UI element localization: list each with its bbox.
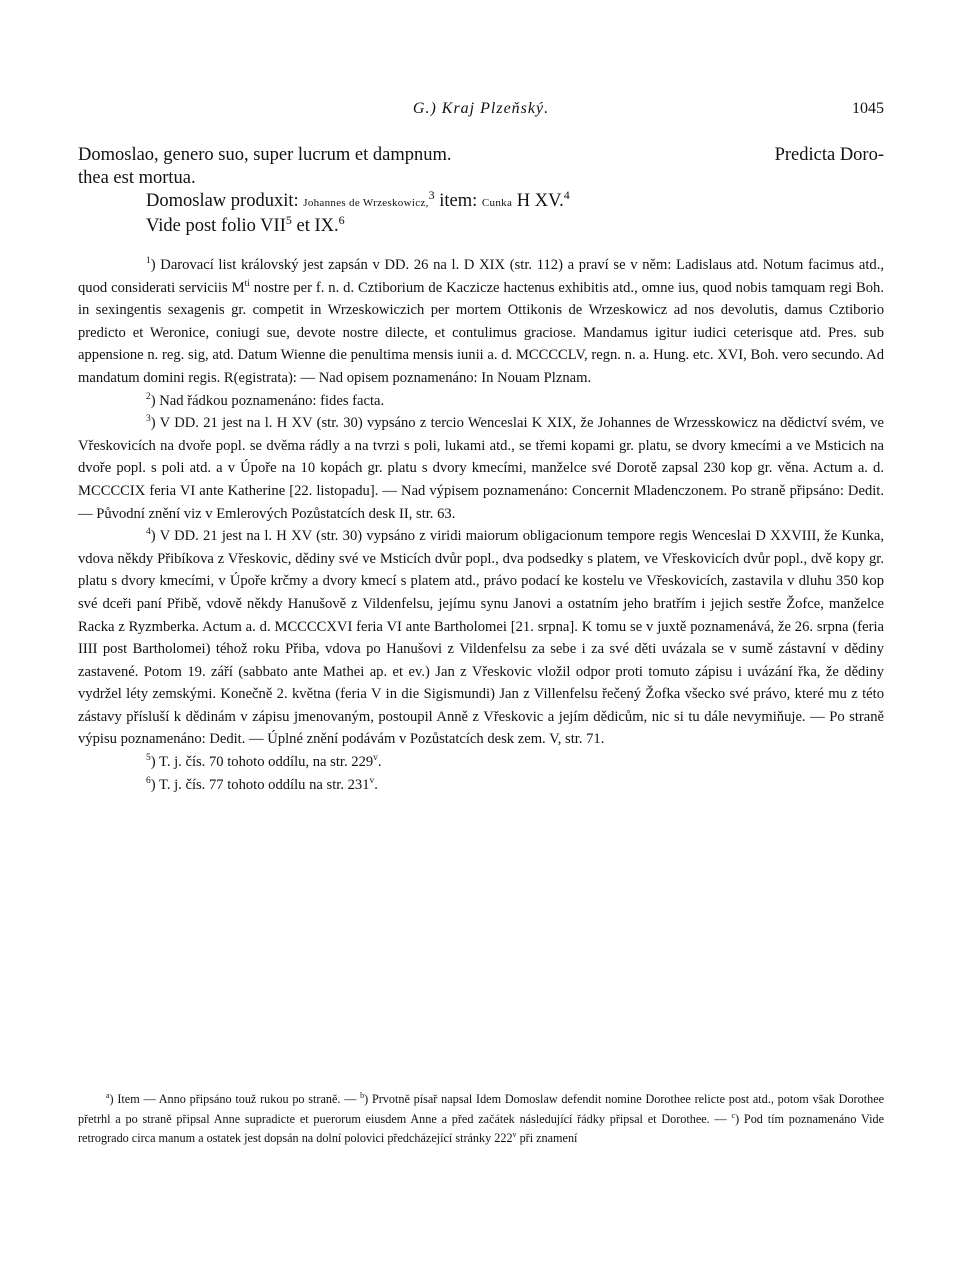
- main-line-1-right: Predicta Doro-: [774, 145, 884, 165]
- footnote-mark: 5: [146, 753, 151, 764]
- main-line-4: [78, 212, 884, 238]
- main-line-1: [78, 144, 884, 167]
- footnote-mark: 4: [146, 527, 151, 538]
- footnote-4: [78, 525, 884, 751]
- main-text: [78, 144, 884, 238]
- footnote-text-cont: nostre per f. n. d. Cztiborium de Kaczicze hactenus exhibitis atd., omne ius, quod nobis tamquam regi Boh. in sexingentis sexagenis gr. competit in Wrzeskowiczich per mortem Ottikonis de Wrzeskowicz ad nos devolutis, damus Cztiborio predicto et Weronice, coniugi sue, devote nostre dilecte, et contulimus graciose. Mandamus igitur iudici ceterisque atd. Pres. sub appensione n. reg. sig, atd. Datum Wienne die penultima mensis iunii a. d. MCCCCLV, regn. n. a. Hung. etc. XVI, Boh. vero secundo. Ad mandatum domini regis. R(egistrata): — Nad opisem poznamenáno: In Nouam Plznam.: [78, 279, 884, 386]
- main-line-2: thea est mortua.: [78, 168, 196, 188]
- footnote-sup: ti: [244, 278, 250, 289]
- name-johannes: Johannes de Wrzeskowicz,: [303, 197, 429, 209]
- footnote-mark: 3: [146, 414, 151, 425]
- running-title: G.) Kraj Plzeňský.: [412, 100, 550, 117]
- footnote-ref-3: 3: [428, 187, 435, 202]
- footnote-text: ) T. j. čís. 70 tohoto oddílu, na str. 229: [150, 754, 374, 771]
- footnote-text-cont: .: [377, 754, 382, 771]
- footnotes: [78, 254, 884, 796]
- note-a-text: ) Item — Anno připsáno touž rukou po straně. —: [109, 1092, 357, 1106]
- note-mark-a: a: [106, 1090, 110, 1100]
- footnote-text: ) Darovací list královský jest zapsán v DD. 26 na l. D XIX (str. 112) a praví se v něm: Ladislaus atd. Notum facimus atd., quod considerati serviciis M: [78, 257, 884, 296]
- main-line-3: [78, 187, 884, 215]
- footnote-text: ) T. j. čís. 77 tohoto oddílu na str. 231: [150, 776, 370, 793]
- footnote-sup: v: [369, 775, 375, 786]
- footnote-mark: 6: [146, 775, 151, 786]
- et-ix-text: et IX.: [296, 216, 339, 236]
- note-c-text-cont: při znamení: [516, 1131, 578, 1145]
- footnote-text: ) V DD. 21 jest na l. H XV (str. 30) vypsáno z viridi maiorum obligacionum tempore regis Wenceslai D XXVIII, že Kunka, vdova někdy Přibíkova z Vřeskovic, dědiny své ve Msticích dvůr popl., dva podsedky s platem, ve Vřeskovicích dvůr popl., dvě kopy gr. platu s dvory kmecími, v Úpoře krčmy a dvory kmecí s platem atd., právo podací ke kostelu ve Vřeskovicích, zastavila v dluhu 350 kop své dceři paní Přibě, vdově někdy Hanušově z Vildenfelsu, jejímu synu Janovi a ostatním jeho bratřím i jejich sestře Žofce, manželce Racka z Ryzmberka. Actum a. d. MCCCCXVI feria VI ante Bartholomei [21. srpna]. K tomu se v juxtě poznamenává, že 26. srpna (feria IIII post Bartholomei) téhož roku Přiba, vdova po Hanušovi z Vildenfelsu za sebe i za své děti uvázala se v sumě zástavní v dědiny zastavené. Potom 19. září (sabbato ante Mathei ap. et ev.) Jan z Vřeskovic vložil odpor proti tomuto zápisu i uvázání řka, že dědiny vydržel léty zemskými. Konečně 2. května (feria V in die Sigismundi) Jan z Villenfelsu řečený Žofka všecko své právo, které mu z této zástavy přísluší k dědinám v zápisu jmenovaným, postoupil Anně z Vřeskovic a jejím dědicům, nic si tu dále nevymiňuje. — Po straně výpisu poznamenáno: Dedit. — Úplné znění podávám v Pozůstatcích desk zem. V, str. 71.: [78, 528, 884, 748]
- footnote-ref-5: 5: [285, 212, 292, 227]
- note-b-text: ) Prvotně písař napsal Idem Domoslaw defendit nomine Dorothee relicte post atd., potom však Dorothee přetrhl a po straně připsal Anne supradicte et puerorum eiusdem Anne a před začátek následující řádky připsal et Dorothee. —: [78, 1092, 885, 1126]
- footnote-ref-4: 4: [563, 187, 570, 202]
- page-header: [78, 100, 884, 126]
- footnote-6: [78, 774, 884, 797]
- main-line-1-left: Domoslao, genero suo, super lucrum et dampnum.: [78, 145, 452, 165]
- textual-notes: [78, 1090, 884, 1149]
- note-mark-c: c: [731, 1110, 736, 1120]
- name-cunka: Cunka: [481, 197, 513, 209]
- footnote-2: [78, 390, 884, 413]
- page-number: 1045: [852, 100, 884, 117]
- footnote-mark: 2: [146, 391, 151, 402]
- footnote-ref-6: 6: [338, 212, 345, 227]
- note-mark-b: b: [360, 1090, 365, 1100]
- footnote-sup: v: [373, 753, 378, 764]
- footnote-text: ) Nad řádkou poznamenáno: fides facta.: [150, 392, 385, 409]
- note-c-text: ) Pod tím poznamenáno Vide retrogrado circa manum a ostatek jest dopsán na dolní polovici předcházející stránky 222: [78, 1111, 884, 1145]
- footnote-text-cont: .: [374, 776, 378, 793]
- produxit-text: Domoslaw produxit:: [146, 191, 299, 211]
- footnote-text: ) V DD. 21 jest na l. H XV (str. 30) vypsáno z tercio Wenceslai K XIX, že Johannes de Wrzesskowicz na dědictví svém, ve Vřeskovicích na dvoře popl. se dvěma rádly a na tvrzi s poli, lukami atd., se třemi kopami gr. platu, se dvory kmecími a ve Msticich na dvoře popl. s poli atd. a v Úpoře na 10 kopách gr. platu s dvory kmecími, manželce své Dorotě zapsal 230 kop gr. věna. Actum a. d. MCCCCIX feria VI ante Katherine [22. listopadu]. — Nad výpisem poznamenáno: Concernit Mladenczonem. Po straně připsáno: Dedit. — Původní znění viz v Emlerových Pozůstatcích desk II, str. 63.: [78, 415, 884, 522]
- footnote-mark: 1: [146, 256, 151, 267]
- footnote-1: [78, 254, 884, 390]
- item-text: item:: [439, 191, 478, 211]
- ref-hxv: H XV.: [516, 191, 564, 211]
- textual-notes-paragraph: [78, 1090, 884, 1149]
- vide-text: Vide post folio VII: [146, 216, 286, 236]
- note-c-sup: v: [512, 1129, 517, 1139]
- footnote-5: [78, 751, 884, 774]
- footnote-3: [78, 412, 884, 525]
